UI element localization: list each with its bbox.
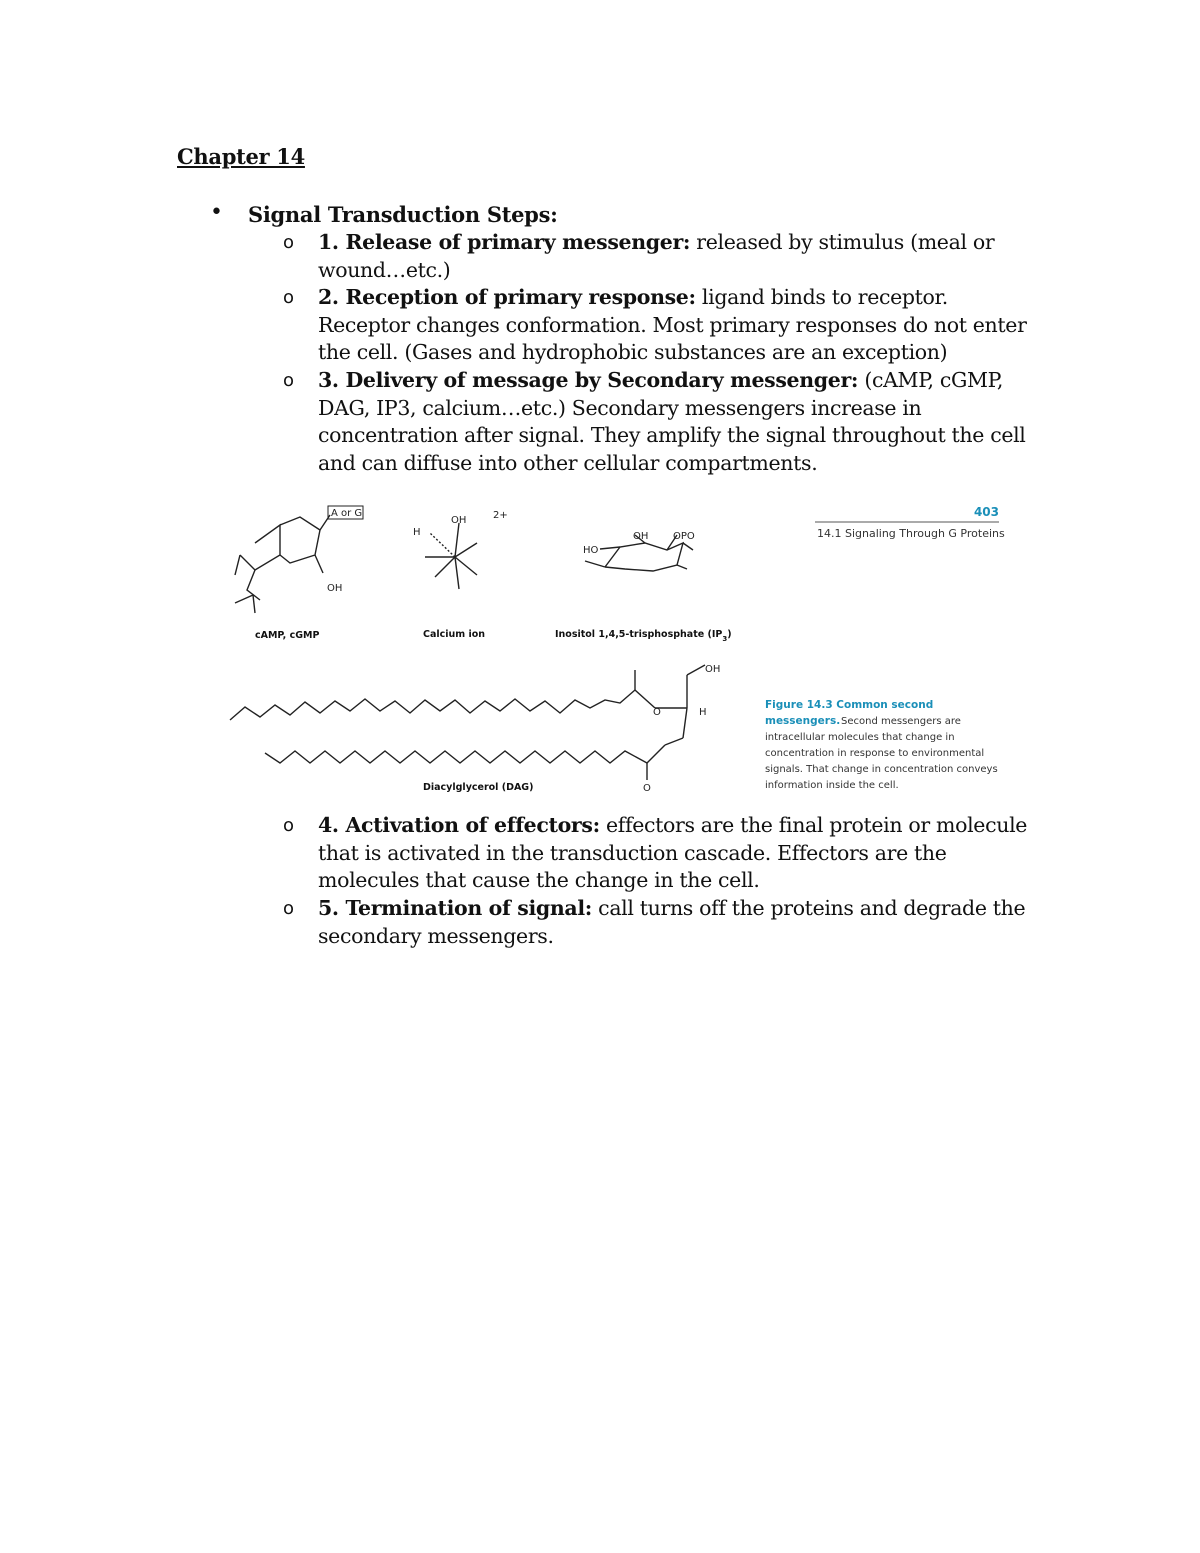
- bullet-icon: •: [210, 200, 223, 225]
- caption-line-1: Second messengers are: [841, 716, 961, 727]
- caption-line-5: information inside the cell.: [765, 780, 899, 791]
- a-or-g-label: A or G: [331, 508, 363, 519]
- dag-structure: [230, 665, 705, 780]
- ip3-caption-main: Inositol 1,4,5-trisphosphate (IP: [555, 629, 723, 640]
- dag-o-bottom-label: O: [643, 783, 651, 794]
- step-3-heading: 3. Delivery of message by Secondary messenger:: [318, 368, 859, 392]
- chapter-title: Chapter 14: [177, 144, 305, 169]
- ip3-caption: [555, 629, 732, 643]
- step-3-line-3: concentration after signal. They amplify the signal throughout the cell: [318, 423, 1026, 447]
- ip3-ho-label: HO: [583, 545, 599, 556]
- ip3-caption-sub: 3: [722, 635, 728, 643]
- caption-line-4: signals. That change in concentration conveys: [765, 764, 998, 775]
- list-marker: o: [283, 898, 294, 919]
- step-2-line-3: the cell. (Gases and hydrophobic substances are an exception): [318, 340, 948, 364]
- dag-caption: Diacylglycerol (DAG): [423, 782, 534, 793]
- running-head: 14.1 Signaling Through G Proteins: [817, 527, 1005, 540]
- step-3-line-1: (cAMP, cGMP,: [858, 368, 1004, 392]
- dag-h-label: H: [699, 707, 707, 718]
- caption-line-2: intracellular molecules that change in: [765, 732, 955, 743]
- step-2-heading: 2. Reception of primary response:: [318, 285, 696, 309]
- step-1-line-2: wound…etc.): [318, 257, 451, 282]
- ip3-oh-label: OH: [633, 531, 649, 542]
- second-messengers-figure: [215, 495, 1015, 800]
- step-5-line-1: call turns off the proteins and degrade the: [592, 896, 1026, 920]
- step-1-line-1: released by stimulus (meal or: [690, 230, 995, 254]
- step-4-line-2: that is activated in the transduction cascade. Effectors are the: [318, 840, 947, 865]
- calcium-oh2-top: OH: [451, 515, 467, 526]
- step-5-line-2: secondary messengers.: [318, 923, 554, 948]
- page-number: 403: [973, 505, 999, 519]
- step-3-line-4: and can diffuse into other cellular compartments.: [318, 450, 818, 475]
- caption-title-line-2: messengers.: [765, 715, 841, 727]
- calcium-structure: [425, 523, 477, 589]
- bullet-label: Signal Transduction Steps:: [248, 202, 558, 227]
- calcium-caption: Calcium ion: [423, 629, 486, 640]
- calcium-h2o-label: H: [413, 527, 421, 538]
- calcium-charge: 2+: [493, 510, 508, 521]
- dag-o-label: O: [653, 707, 661, 718]
- step-3-line-2: DAG, IP3, calcium…etc.) Secondary messengers increase in: [318, 395, 922, 420]
- step-5-heading: 5. Termination of signal:: [318, 896, 593, 920]
- step-1-heading: 1. Release of primary messenger:: [318, 230, 691, 254]
- ip3-caption-close: ): [727, 629, 732, 640]
- ip3-po3-label: OPO: [673, 531, 695, 542]
- caption-line-3: concentration in response to environmental: [765, 748, 985, 759]
- step-4-line-3: molecules that cause the change in the cell.: [318, 868, 760, 892]
- step-4-line-1: effectors are the final protein or molecule: [599, 813, 1028, 837]
- figure-svg: [215, 495, 1015, 800]
- step-4-heading: 4. Activation of effectors:: [318, 813, 600, 837]
- camp-caption: cAMP, cGMP: [255, 630, 320, 641]
- camp-oh-label: OH: [327, 583, 343, 594]
- list-marker: o: [283, 287, 294, 308]
- list-marker: o: [283, 815, 294, 836]
- step-2-line-1: ligand binds to receptor.: [695, 285, 948, 309]
- dag-oh-label: OH: [705, 664, 721, 675]
- list-marker: o: [283, 370, 294, 391]
- camp-structure: [235, 515, 330, 613]
- caption-title-line-1: Figure 14.3 Common second: [765, 699, 934, 711]
- list-marker: o: [283, 232, 294, 253]
- step-2-line-2: Receptor changes conformation. Most primary responses do not enter: [318, 312, 1027, 337]
